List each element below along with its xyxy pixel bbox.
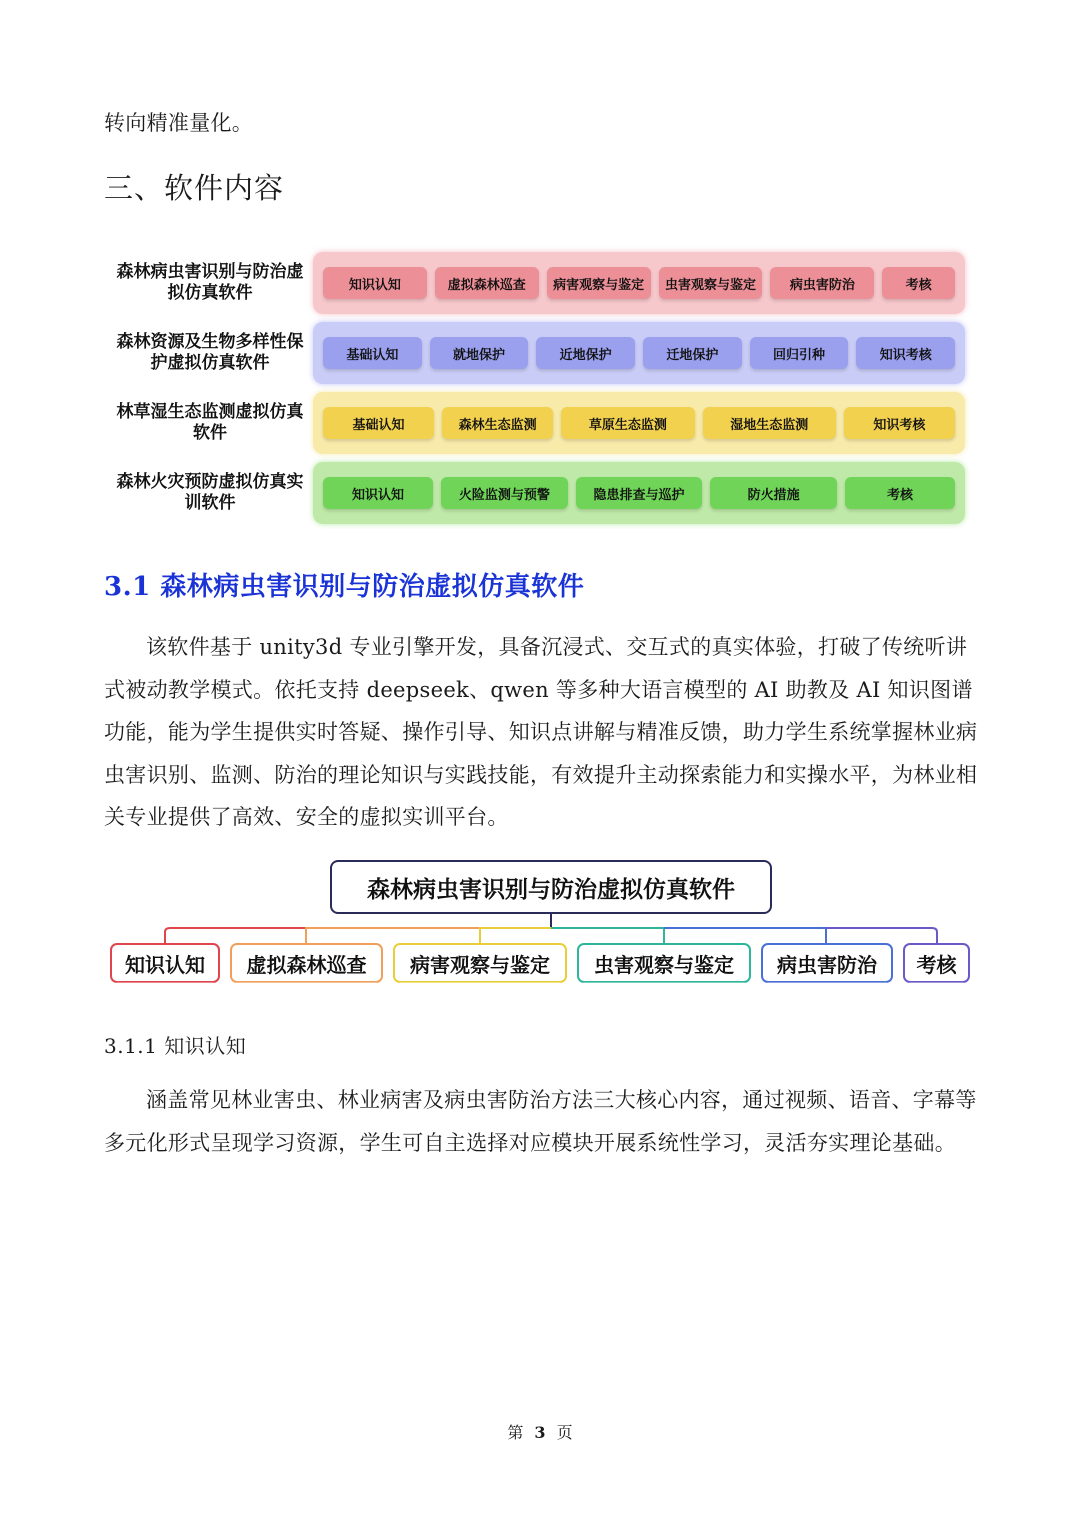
section-title: 三、软件内容	[104, 171, 285, 205]
overview-band	[313, 252, 965, 314]
overview-chip: 基础认知	[323, 407, 434, 439]
tree-node-control: 病虫害防治	[761, 943, 893, 983]
footer-suffix: 页	[556, 1423, 573, 1442]
tree-node-patrol: 虚拟森林巡查	[230, 943, 383, 983]
overview-chip: 病害观察与鉴定	[547, 267, 651, 299]
subsection-paragraph: 该软件基于 unity3d 专业引擎开发，具备沉浸式、交互式的真实体验，打破了传统听讲式被动教学模式。依托支持 deepseek、qwen 等多种大语言模型的 AI 助教及 AI 知识图谱功能，能为学生提供实时答疑、操作引导、知识点讲解与精准反馈，助力学生系统掌握林业病虫害识别、监测、防治的理论知识与实践技能，有效提升主动探索能力和实操水平，为林业相关专业提供了高效、安全的虚拟实训平台。	[104, 635, 978, 829]
overview-band	[313, 322, 965, 384]
overview-chip: 虚拟森林巡查	[435, 267, 539, 299]
overview-chip: 隐患排查与巡护	[576, 477, 703, 509]
overview-chip: 病虫害防治	[770, 267, 874, 299]
overview-chip: 基础认知	[323, 337, 422, 369]
overview-row-biodiversity	[110, 322, 970, 384]
footer-prefix: 第	[507, 1423, 524, 1442]
page-footer	[0, 1420, 1080, 1443]
overview-chip: 知识考核	[856, 337, 955, 369]
overview-row-fire	[110, 462, 970, 524]
intro-tail-text: 转向精准量化。	[104, 111, 254, 135]
overview-row-ecology	[110, 392, 970, 454]
overview-row-label: 林草湿生态监测虚拟仿真软件	[116, 402, 304, 443]
overview-chip: 火险监测与预警	[441, 477, 568, 509]
overview-chip: 就地保护	[430, 337, 529, 369]
overview-chip: 回归引种	[750, 337, 849, 369]
overview-chip: 知识考核	[844, 407, 955, 439]
overview-row-label: 森林资源及生物多样性保护虚拟仿真软件	[116, 332, 304, 373]
overview-chip: 考核	[845, 477, 955, 509]
tree-node-insect: 虫害观察与鉴定	[577, 943, 751, 983]
overview-chip: 森林生态监测	[442, 407, 553, 439]
overview-chip: 迁地保护	[643, 337, 742, 369]
subsection-title: 3.1 森林病虫害识别与防治虚拟仿真软件	[104, 572, 585, 602]
tree-node-disease: 病害观察与鉴定	[393, 943, 567, 983]
overview-chip: 湿地生态监测	[703, 407, 836, 439]
overview-band	[313, 462, 965, 524]
overview-row-pest	[110, 252, 970, 314]
subsubsection-title: 3.1.1 知识认知	[104, 1034, 247, 1058]
overview-band	[313, 392, 965, 454]
tree-root-node: 森林病虫害识别与防治虚拟仿真软件	[330, 860, 772, 914]
overview-chip: 虫害观察与鉴定	[659, 267, 763, 299]
subsubsection-paragraph: 涵盖常见林业害虫、林业病害及病虫害防治方法三大核心内容，通过视频、语音、字幕等多元化形式呈现学习资源，学生可自主选择对应模块开展系统性学习，灵活夯实理论基础。	[104, 1088, 977, 1155]
overview-chip: 考核	[882, 267, 955, 299]
overview-chip: 知识认知	[323, 267, 427, 299]
tree-node-exam: 考核	[903, 943, 970, 983]
tree-node-knowledge: 知识认知	[110, 943, 220, 983]
overview-chip: 草原生态监测	[561, 407, 694, 439]
overview-row-label: 森林火灾预防虚拟仿真实训软件	[116, 472, 304, 513]
overview-chip: 防火措施	[710, 477, 837, 509]
overview-chip: 知识认知	[323, 477, 433, 509]
page-number: 3	[534, 1423, 546, 1442]
overview-chip: 近地保护	[536, 337, 635, 369]
overview-row-label: 森林病虫害识别与防治虚拟仿真软件	[116, 262, 304, 303]
